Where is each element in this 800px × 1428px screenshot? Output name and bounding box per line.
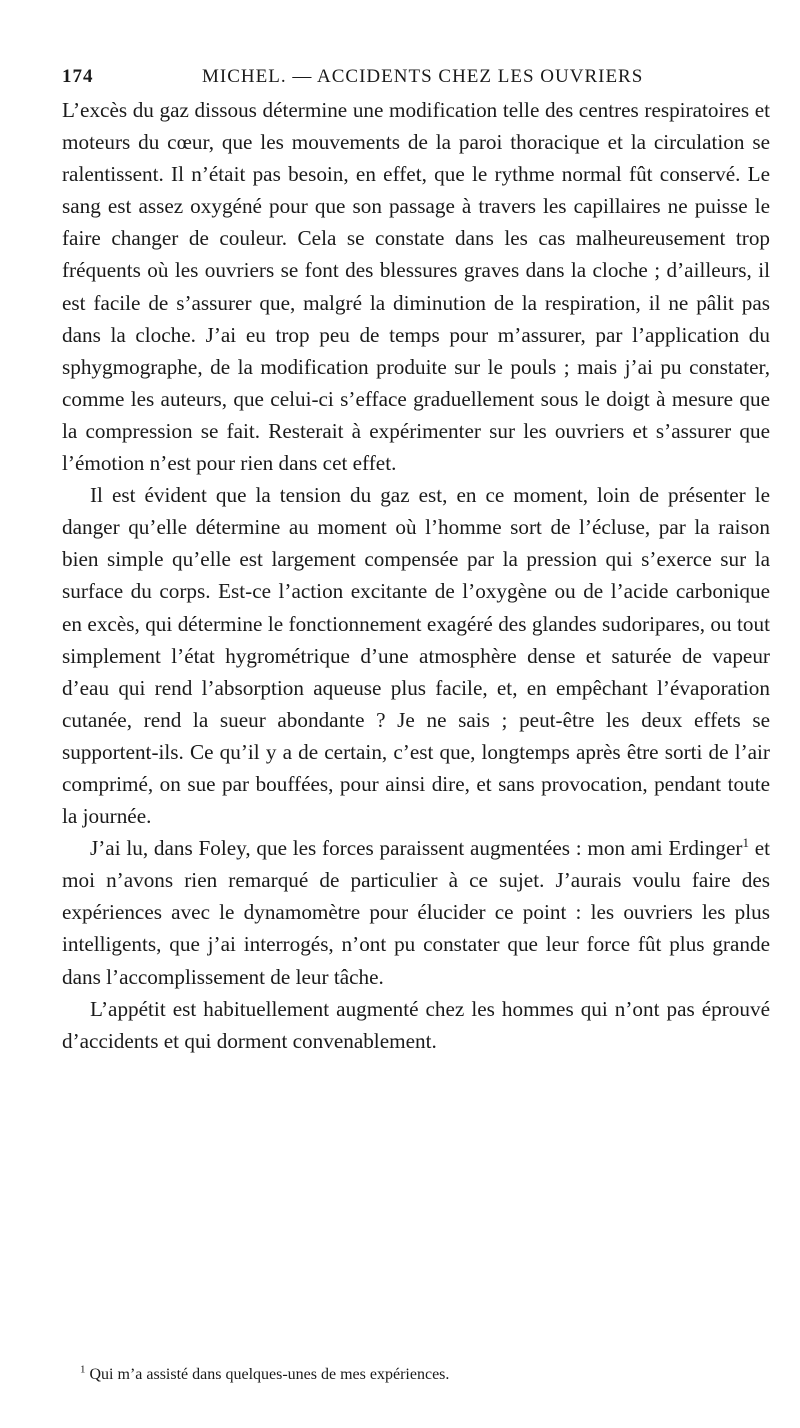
footnote-marker: 1 <box>80 1363 86 1376</box>
page-number: 174 <box>62 66 94 87</box>
footnote-text: Qui m’a assisté dans quelques-unes de mes expériences. <box>89 1366 450 1383</box>
paragraph-3 <box>62 832 770 992</box>
paragraph-3-end: et moi n’avons rien remarqué de particulier à ce sujet. J’aurais voulu faire des expériences avec le dynamomètre pour élucider ce point : les ouvriers les plus intelligents, que j’ai interrogés, n’ont pu constater que leur force fût plus grande dans l’accomplissement de leur tâche. <box>62 836 770 989</box>
paragraph-2: Il est évident que la tension du gaz est, en ce moment, loin de présenter le danger qu’elle détermine au moment où l’homme sort de l’écluse, par la raison bien simple qu’elle est largement compensée par la pression qui s’exerce sur la surface du corps. Est-ce l’action excitante de l’oxygène ou de l’acide carbonique en excès, qui détermine le fonctionnement exagéré des glandes sudoripares, ou tout simplement l’état hygrométrique d’une atmosphère dense et saturée de vapeur d’eau qui rend l’absorption aqueuse plus facile, et, en empêchant l’évaporation cutanée, rend la sueur abondante ? Je ne sais ; peut-être les deux effets se supportent-ils. Ce qu’il y a de certain, c’est que, longtemps après être sorti de l’air comprimé, on sue par bouffées, pour ainsi dire, et sans provocation, pendant toute la journée. <box>62 483 770 829</box>
page-header <box>62 66 772 92</box>
footnote-reference: 1 <box>742 835 749 851</box>
body-text <box>62 94 770 1057</box>
paragraph-4: L’appétit est habituellement augmenté chez les hommes qui n’ont pas éprouvé d’accidents et qui dorment convenablement. <box>62 996 770 1053</box>
paragraph-1: L’excès du gaz dissous détermine une modification telle des centres respiratoires et moteurs du cœur, que les mouvements de la paroi thoracique et la circulation se ralentissent. Il n’était pas besoin, en effet, que le rythme normal fût conservé. Le sang est assez oxygéné pour que son passage à travers les capillaires ne puisse le faire changer de couleur. Cela se constate dans les cas malheureusement trop fréquents où les ouvriers se font des blessures graves dans la cloche ; d’ailleurs, il est facile de s’assurer que, malgré la diminution de la respiration, il ne pâlit pas dans la cloche. J’ai eu trop peu de temps pour m’assurer, par l’application du sphygmographe, de la modification produite sur le pouls ; mais j’ai pu constater, comme les auteurs, que celui-ci s’efface graduellement sous le doigt à mesure que la compression se fait. Resterait à expérimenter sur les ouvriers et s’assurer que l’émotion n’est pour rien dans cet effet. <box>62 98 770 476</box>
running-title: MICHEL. — ACCIDENTS CHEZ LES OUVRIERS <box>202 66 644 87</box>
footnote <box>80 1364 770 1386</box>
paragraph-3-start: J’ai lu, dans Foley, que les forces paraissent augmentées : mon ami Erdinger <box>90 836 743 861</box>
